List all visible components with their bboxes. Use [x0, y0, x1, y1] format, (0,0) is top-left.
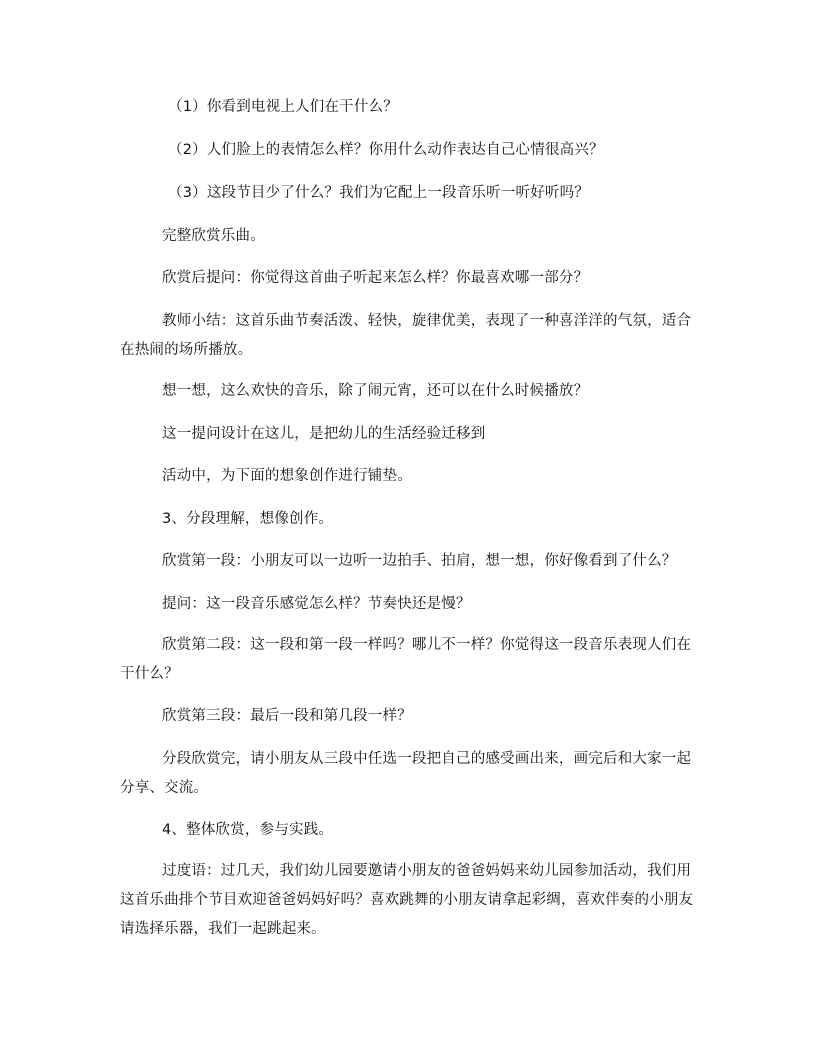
paragraph-section-2: 欣赏第二段：这一段和第一段一样吗？哪儿不一样？你觉得这一段音乐表现人们在干什么？ [120, 637, 692, 682]
paragraph-transition: 过度语：过几天，我们幼儿园要邀请小朋友的爸爸妈妈来幼儿园参加活动，我们用这首乐曲排个节目欢迎爸爸妈妈好吗？喜欢跳舞的小朋友请拿起彩绸，喜欢伴奏的小朋友请选择乐器，我们一起跳起来。 [120, 863, 694, 937]
question-3: （3）这段节目少了什么？我们为它配上一段音乐听一听好听吗？ [168, 185, 590, 201]
paragraph-question-after-listen: 欣赏后提问：你觉得这首曲子听起来怎么样？你最喜欢哪一部分？ [162, 270, 589, 286]
section-heading-4: 4、整体欣赏，参与实践。 [162, 822, 334, 838]
question-2: （2）人们脸上的表情怎么样？你用什么动作表达自己心情很高兴？ [168, 142, 604, 158]
paragraph-full-listen: 完整欣赏乐曲。 [162, 228, 265, 244]
paragraph-question: 提问：这一段音乐感觉怎么样？节奏快还是慢？ [162, 596, 471, 612]
paragraph-section-3: 欣赏第三段：最后一段和第几段一样？ [162, 708, 412, 724]
paragraph-section-1: 欣赏第一段：小朋友可以一边听一边拍手、拍肩，想一想，你好像看到了什么？ [162, 553, 677, 569]
paragraph-drawing: 分段欣赏完，请小朋友从三段中任选一段把自己的感受画出来，画完后和大家一起分享、交流。 [120, 751, 692, 796]
paragraph-think: 想一想，这么欢快的音乐，除了闹元宵，还可以在什么时候播放？ [162, 383, 589, 399]
question-1: （1）你看到电视上人们在干什么？ [168, 99, 398, 115]
paragraph-activity: 活动中，为下面的想象创作进行铺垫。 [162, 468, 412, 484]
section-heading-3: 3、分段理解，想像创作。 [162, 511, 334, 527]
paragraph-teacher-summary: 教师小结：这首乐曲节奏活泼、轻快，旋律优美，表现了一种喜洋洋的气氛，适合在热闹的场所播放。 [120, 313, 692, 358]
paragraph-design-note: 这一提问设计在这儿，是把幼儿的生活经验迁移到 [162, 426, 486, 442]
